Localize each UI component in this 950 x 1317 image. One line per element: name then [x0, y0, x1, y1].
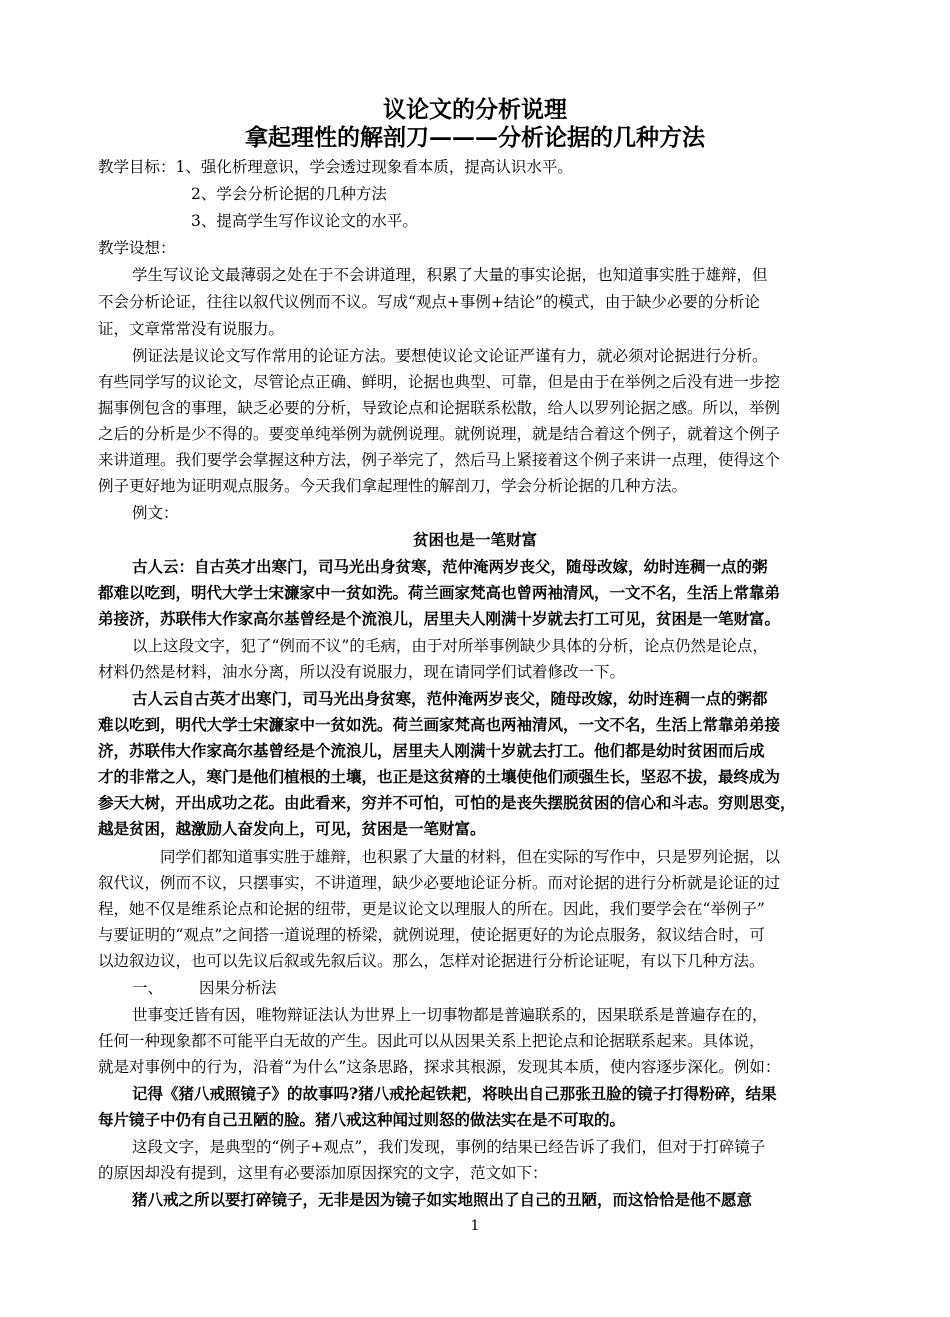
para5-line: 这段文字，是典型的“例子+观点”，我们发现，事例的结果已经告诉了我们，但对于打碎镜子 — [132, 1138, 766, 1156]
para3-line: 叙代议，例而不议，只摆事实，不讲道理，缺少必要地论证分析。而对论据的进行分析就是论证的过 — [98, 874, 781, 892]
goal-item-2: 2、学会分析论据的几种方法 — [191, 185, 387, 203]
page-number: 1 — [470, 1218, 480, 1234]
goals-line-1 — [98, 155, 573, 179]
essay2-line: 古人云自古英才出寒门，司马光出身贫寒，范仲淹两岁丧父，随母改嫁，幼时连稠一点的粥都 — [132, 689, 768, 708]
para1-line: 学生写议论文最薄弱之处在于不会讲道理，积累了大量的事实论据，也知道事实胜于雄辩，但 — [132, 266, 768, 284]
essay3-line: 记得《猪八戒照镜子》的故事吗?猪八戒抡起铁耙，将映出自己那张丑脸的镜子打得粉碎，结果 — [132, 1084, 777, 1103]
essay3-line: 每片镜子中仍有自己丑陋的脸。猪八戒这种闻过则怒的做法实在是不可取的。 — [98, 1110, 626, 1129]
section-heading — [132, 976, 277, 1000]
section-title: 因果分析法 — [199, 979, 277, 997]
essay2-line: 济，苏联伟大作家高尔基曾经是个流浪儿，居里夫人刚满十岁就去打工。他们都是幼时贫困而后成 — [98, 741, 765, 760]
para2-line: 来讲道理。我们要学会掌握这种方法，例子举完了，然后马上紧接着这个例子来讲一点理，使得这个 — [98, 451, 781, 469]
para2-line: 之后的分析是少不得的。要变单纯举例为就例说理。就例说理，就是结合着这个例子，就着这个例子 — [98, 425, 781, 443]
essay2-line: 越是贫困，越激励人奋发向上，可见，贫困是一笔财富。 — [98, 819, 486, 838]
essay1-line: 都难以吃到，明代大学士宋濂家中一贫如洗。荷兰画家梵高也曾两袖清风，一文不名，生活上常靠弟 — [98, 583, 781, 602]
para2-line: 掘事例包含的事理，缺乏必要的分析，导致论点和论据联系松散，给人以罗列论据之感。所以，举例 — [98, 399, 781, 417]
para1-line: 证，文章常常没有说服力。 — [98, 320, 285, 338]
comment1-line: 材料仍然是材料，油水分离，所以没有说服力，现在请同学们试着修改一下。 — [98, 663, 626, 681]
document-title: 议论文的分析说理 — [383, 96, 567, 123]
essay1-line: 弟接济，苏联伟大作家高尔基曾经是个流浪儿，居里夫人刚满十岁就去打工可见，贫困是一笔财富。 — [98, 609, 781, 628]
para2-line: 例证法是议论文写作常用的论证方法。要想使议论文论证严谨有力，就必须对论据进行分析。 — [132, 347, 768, 365]
example-label: 例文： — [132, 504, 179, 522]
essay2-line: 难以吃到，明代大学士宋濂家中一贫如洗。荷兰画家梵高也两袖清风，一文不名，生活上常靠弟弟接 — [98, 715, 781, 734]
goal-item-3: 3、提高学生写作议论文的水平。 — [191, 212, 418, 230]
comment1-line: 以上这段文字，犯了“例而不议”的毛病，由于对所举事例缺少具体的分析，论点仍然是论点， — [132, 637, 768, 655]
goal-item-1: 1、强化析理意识，学会透过现象看本质，提高认识水平。 — [175, 158, 573, 176]
essay2-line: 才的非常之人，寒门是他们植根的土壤，也正是这贫瘠的土壤使他们顽强生长，坚忍不拔，最终成为 — [98, 767, 781, 786]
para3-line: 同学们都知道事实胜于雄辩，也积累了大量的材料，但在实际的写作中，只是罗列论据，以 — [160, 848, 781, 866]
para4-line: 世事变迁皆有因，唯物辩证法认为世界上一切事物都是普遍联系的，因果联系是普遍存在的， — [132, 1006, 768, 1024]
goals-label: 教学目标： — [98, 158, 176, 176]
para2-line: 有些同学写的议论文，尽管论点正确、鲜明，论据也典型、可靠，但是由于在举例之后没有进一步挖 — [98, 373, 781, 391]
para1-line: 不会分析论证，往往以叙代议例而不议。写成“观点+事例+结论”的模式，由于缺少必要的分析论 — [98, 293, 760, 311]
section-number: 一、 — [132, 979, 164, 997]
essay4-line: 猪八戒之所以要打碎镜子，无非是因为镜子如实地照出了自己的丑陋，而这恰恰是他不愿意 — [132, 1190, 753, 1209]
para4-line: 就是对事例中的行为，沿着“为什么”这条思路，探求其根源，发现其本质，使内容逐步深化。例如： — [98, 1058, 781, 1076]
essay2-line: 参天大树，开出成功之花。由此看来，穷并不可怕，可怕的是丧失摆脱贫困的信心和斗志。穷则思变， — [98, 793, 796, 812]
para3-line: 以边叙边议，也可以先议后叙或先叙后议。那么，怎样对论据进行分析论证呢，有以下几种方法。 — [98, 952, 765, 970]
essay1-line: 古人云：自古英才出寒门，司马光出身贫寒，范仲淹两岁丧父，随母改嫁，幼时连稠一点的粥 — [132, 557, 768, 576]
design-label: 教学设想： — [98, 239, 176, 257]
document-subtitle: 拿起理性的解剖刀———分析论据的几种方法 — [245, 124, 705, 151]
essay-title: 贫困也是一笔财富 — [412, 530, 537, 549]
para5-line: 的原因却没有提到，这里有必要添加原因探究的文字，范文如下： — [98, 1164, 548, 1182]
para2-line: 例子更好地为证明观点服务。今天我们拿起理性的解剖刀，学会分析论据的几种方法。 — [98, 477, 688, 495]
para3-line: 程，她不仅是维系论点和论据的纽带，更是议论文以理服人的所在。因此，我们要学会在“举例子” — [98, 900, 765, 918]
para4-line: 任何一种现象都不可能平白无故的产生。因此可以从因果关系上把论点和论据联系起来。具体说， — [98, 1032, 765, 1050]
para3-line: 与要证明的“观点”之间搭一道说理的桥梁，就例说理，使论据更好的为论点服务，叙议结合时，可 — [98, 926, 765, 944]
